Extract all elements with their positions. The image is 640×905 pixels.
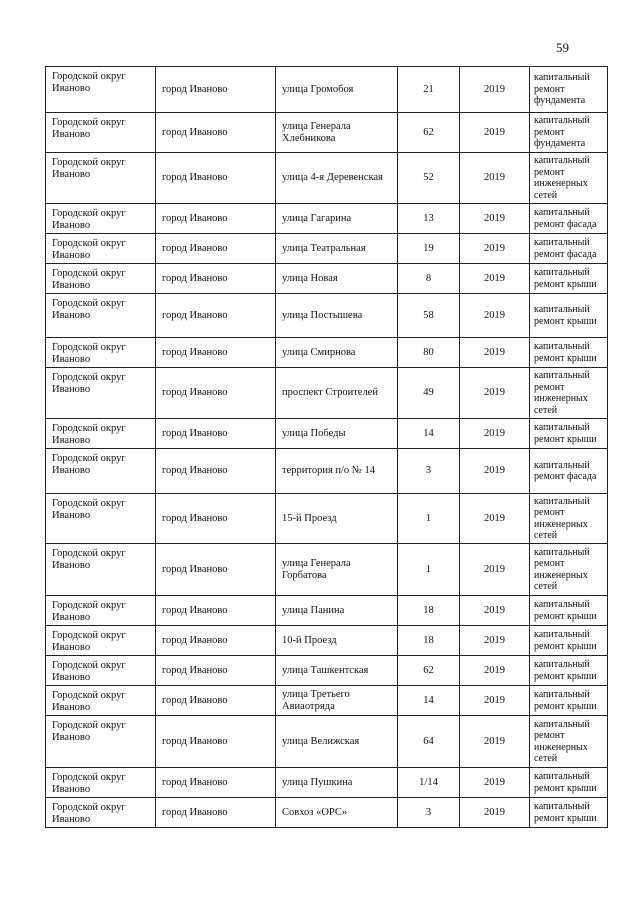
house-number-cell: 3	[398, 798, 460, 828]
work-type-cell: капитальный ремонт инженерных сетей	[530, 368, 608, 419]
house-number-cell: 18	[398, 626, 460, 656]
house-number-cell: 3	[398, 449, 460, 494]
work-type-cell: капитальный ремонт крыши	[530, 264, 608, 294]
year-cell: 2019	[460, 294, 530, 338]
house-number-cell: 13	[398, 204, 460, 234]
year-cell: 2019	[460, 596, 530, 626]
table-row	[46, 449, 608, 494]
district-cell: Городской округ Иваново	[46, 368, 156, 419]
work-type-cell: капитальный ремонт крыши	[530, 768, 608, 798]
work-type-cell: капитальный ремонт крыши	[530, 686, 608, 716]
work-type-cell: капитальный ремонт фундамента	[530, 67, 608, 113]
work-type-cell: капитальный ремонт инженерных сетей	[530, 544, 608, 596]
city-cell: город Иваново	[156, 153, 276, 204]
street-cell: улица Новая	[276, 264, 398, 294]
year-cell: 2019	[460, 67, 530, 113]
table-row	[46, 716, 608, 768]
district-cell: Городской округ Иваново	[46, 494, 156, 544]
street-cell: улица Театральная	[276, 234, 398, 264]
page-number: 59	[556, 40, 569, 55]
street-cell: улица Громобоя	[276, 67, 398, 113]
street-cell: улица Ташкентская	[276, 656, 398, 686]
street-cell: улица Смирнова	[276, 338, 398, 368]
street-cell: улица Третьего Авиаотряда	[276, 686, 398, 716]
work-type-cell: капитальный ремонт фасада	[530, 204, 608, 234]
district-cell: Городской округ Иваново	[46, 596, 156, 626]
house-number-cell: 14	[398, 686, 460, 716]
house-number-cell: 14	[398, 419, 460, 449]
district-cell: Городской округ Иваново	[46, 544, 156, 596]
year-cell: 2019	[460, 656, 530, 686]
house-number-cell: 49	[398, 368, 460, 419]
district-cell: Городской округ Иваново	[46, 449, 156, 494]
work-type-cell: капитальный ремонт инженерных сетей	[530, 494, 608, 544]
table-row	[46, 494, 608, 544]
work-type-cell: капитальный ремонт крыши	[530, 596, 608, 626]
city-cell: город Иваново	[156, 67, 276, 113]
table-row	[46, 234, 608, 264]
year-cell: 2019	[460, 768, 530, 798]
table-row	[46, 153, 608, 204]
table-row	[46, 67, 608, 113]
table-row	[46, 419, 608, 449]
district-cell: Городской округ Иваново	[46, 716, 156, 768]
district-cell: Городской округ Иваново	[46, 264, 156, 294]
district-cell: Городской округ Иваново	[46, 656, 156, 686]
table-row	[46, 768, 608, 798]
work-type-cell: капитальный ремонт крыши	[530, 338, 608, 368]
work-type-cell: капитальный ремонт крыши	[530, 419, 608, 449]
city-cell: город Иваново	[156, 656, 276, 686]
house-number-cell: 62	[398, 656, 460, 686]
street-cell: Совхоз «ОРС»	[276, 798, 398, 828]
house-number-cell: 19	[398, 234, 460, 264]
street-cell: улица Панина	[276, 596, 398, 626]
district-cell: Городской округ Иваново	[46, 768, 156, 798]
street-cell: улица Постышева	[276, 294, 398, 338]
city-cell: город Иваново	[156, 204, 276, 234]
table-row	[46, 368, 608, 419]
district-cell: Городской округ Иваново	[46, 67, 156, 113]
table-row	[46, 264, 608, 294]
street-cell: 15-й Проезд	[276, 494, 398, 544]
table-row	[46, 626, 608, 656]
street-cell: улица Генерала Горбатова	[276, 544, 398, 596]
year-cell: 2019	[460, 449, 530, 494]
year-cell: 2019	[460, 686, 530, 716]
district-cell: Городской округ Иваново	[46, 626, 156, 656]
city-cell: город Иваново	[156, 544, 276, 596]
house-number-cell: 64	[398, 716, 460, 768]
city-cell: город Иваново	[156, 113, 276, 153]
work-type-cell: капитальный ремонт крыши	[530, 626, 608, 656]
table-row	[46, 596, 608, 626]
table-row	[46, 294, 608, 338]
city-cell: город Иваново	[156, 686, 276, 716]
house-number-cell: 21	[398, 67, 460, 113]
year-cell: 2019	[460, 338, 530, 368]
year-cell: 2019	[460, 544, 530, 596]
work-type-cell: капитальный ремонт фундамента	[530, 113, 608, 153]
year-cell: 2019	[460, 626, 530, 656]
year-cell: 2019	[460, 716, 530, 768]
house-number-cell: 58	[398, 294, 460, 338]
city-cell: город Иваново	[156, 716, 276, 768]
city-cell: город Иваново	[156, 798, 276, 828]
year-cell: 2019	[460, 494, 530, 544]
city-cell: город Иваново	[156, 449, 276, 494]
table-row	[46, 113, 608, 153]
house-number-cell: 1	[398, 494, 460, 544]
city-cell: город Иваново	[156, 596, 276, 626]
city-cell: город Иваново	[156, 234, 276, 264]
year-cell: 2019	[460, 419, 530, 449]
table-row	[46, 204, 608, 234]
district-cell: Городской округ Иваново	[46, 113, 156, 153]
district-cell: Городской округ Иваново	[46, 234, 156, 264]
city-cell: город Иваново	[156, 768, 276, 798]
house-number-cell: 52	[398, 153, 460, 204]
house-number-cell: 18	[398, 596, 460, 626]
house-number-cell: 1	[398, 544, 460, 596]
street-cell: территория п/о № 14	[276, 449, 398, 494]
district-cell: Городской округ Иваново	[46, 419, 156, 449]
city-cell: город Иваново	[156, 626, 276, 656]
district-cell: Городской округ Иваново	[46, 204, 156, 234]
table-row	[46, 798, 608, 828]
table-body	[46, 67, 608, 828]
year-cell: 2019	[460, 264, 530, 294]
city-cell: город Иваново	[156, 368, 276, 419]
city-cell: город Иваново	[156, 338, 276, 368]
table-row	[46, 544, 608, 596]
street-cell: улица Пушкина	[276, 768, 398, 798]
city-cell: город Иваново	[156, 294, 276, 338]
district-cell: Городской округ Иваново	[46, 338, 156, 368]
street-cell: улица Победы	[276, 419, 398, 449]
street-cell: улица 4-я Деревенская	[276, 153, 398, 204]
work-type-cell: капитальный ремонт крыши	[530, 798, 608, 828]
district-cell: Городской округ Иваново	[46, 686, 156, 716]
house-number-cell: 80	[398, 338, 460, 368]
street-cell: улица Генерала Хлебникова	[276, 113, 398, 153]
year-cell: 2019	[460, 204, 530, 234]
year-cell: 2019	[460, 798, 530, 828]
district-cell: Городской округ Иваново	[46, 294, 156, 338]
house-number-cell: 1/14	[398, 768, 460, 798]
year-cell: 2019	[460, 368, 530, 419]
street-cell: улица Велижская	[276, 716, 398, 768]
work-type-cell: капитальный ремонт крыши	[530, 294, 608, 338]
street-cell: 10-й Проезд	[276, 626, 398, 656]
street-cell: улица Гагарина	[276, 204, 398, 234]
house-number-cell: 8	[398, 264, 460, 294]
year-cell: 2019	[460, 113, 530, 153]
city-cell: город Иваново	[156, 494, 276, 544]
district-cell: Городской округ Иваново	[46, 153, 156, 204]
table-row	[46, 338, 608, 368]
table-row	[46, 686, 608, 716]
work-type-cell: капитальный ремонт инженерных сетей	[530, 153, 608, 204]
year-cell: 2019	[460, 234, 530, 264]
table-row	[46, 656, 608, 686]
house-number-cell: 62	[398, 113, 460, 153]
work-type-cell: капитальный ремонт крыши	[530, 656, 608, 686]
city-cell: город Иваново	[156, 419, 276, 449]
city-cell: город Иваново	[156, 264, 276, 294]
district-cell: Городской округ Иваново	[46, 798, 156, 828]
year-cell: 2019	[460, 153, 530, 204]
work-type-cell: капитальный ремонт инженерных сетей	[530, 716, 608, 768]
repair-schedule-table	[45, 66, 608, 828]
street-cell: проспект Строителей	[276, 368, 398, 419]
work-type-cell: капитальный ремонт фасада	[530, 449, 608, 494]
work-type-cell: капитальный ремонт фасада	[530, 234, 608, 264]
